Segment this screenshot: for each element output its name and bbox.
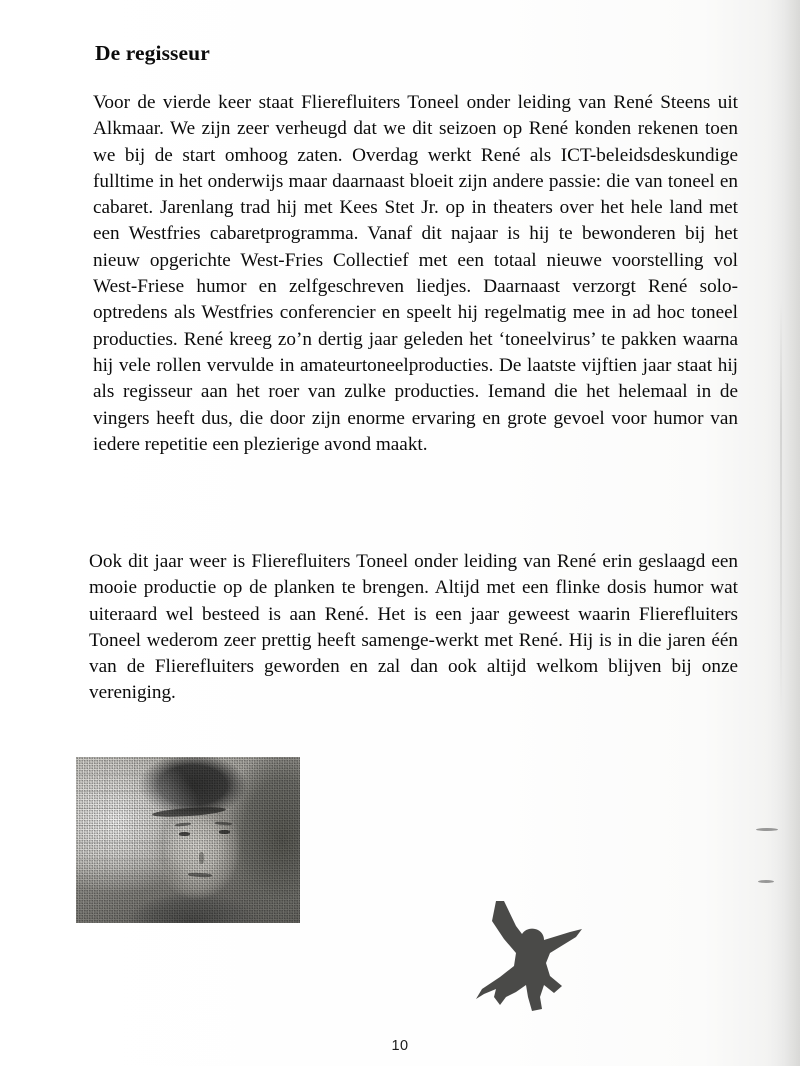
scan-speck-artifact [756, 828, 778, 831]
page-title: De regisseur [95, 41, 210, 65]
scan-speck-artifact [758, 880, 774, 883]
dancing-figure-silhouette [470, 893, 592, 1017]
portrait-photo-halftone-screen [76, 757, 300, 923]
page-number: 10 [391, 1038, 409, 1054]
body-paragraph-1: Voor de vierde keer staat Flierefluiters Toneel onder leiding van René Steens uit Alkmaar. We zijn zeer verheugd dat we dit seizoen op René konden rekenen toen we bij de start omhoog zaten. Overdag werkt René als ICT-beleidsdeskundige fulltime in het onderwijs maar daarnaast bloeit zijn andere passie: die van toneel en cabaret. Jarenlang trad hij met Kees Stet Jr. op in theaters over het hele land met een Westfries cabaretprogramma. Vanaf dit najaar is hij te bewonderen bij het nieuw opgerichte West-Fries Collectief met een totaal nieuwe voorstelling vol West-Friese humor en zelfgeschreven liedjes. Daarnaast verzorgt René solo-optredens als Westfries conferencier en speelt hij regelmatig mee in ad hoc toneel producties. René kreeg zo’n dertig jaar geleden het ‘toneelvirus’ te pakken waarna hij vele rollen vervulde in amateurtoneelproducties. De laatste vijftien jaar staat hij als regisseur aan het roer van zulke producties. Iemand die het helemaal in de vingers heeft dus, die door zijn enorme ervaring en grote gevoel voor humor van iedere repetitie een plezierige avond maakt. [93, 92, 738, 455]
body-paragraph-2: Ook dit jaar weer is Flierefluiters Toneel onder leiding van René erin geslaagd een mooie productie op de planken te brengen. Altijd met een flinke dosis humor wat uiteraard wel besteed is aan René. Het is een jaar geweest waarin Flierefluiters Toneel wederom zeer prettig heeft samenge-werkt met René. Hij is in die jaren één van de Flierefluiters geworden en zal dan ook altijd welkom blijven bij onze vereniging. [89, 551, 738, 704]
portrait-photo [76, 757, 300, 923]
scan-streak-artifact [780, 300, 782, 720]
